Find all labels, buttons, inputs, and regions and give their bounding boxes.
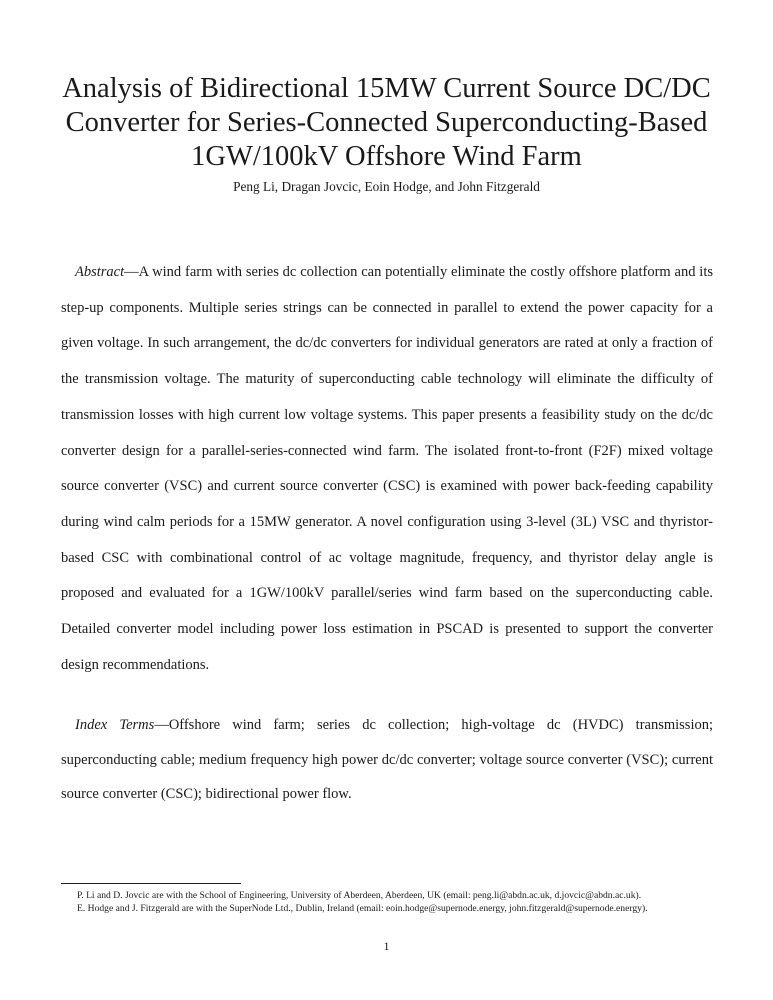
footnotes bbox=[61, 890, 721, 915]
index-terms-text: Offshore wind farm; series dc collection; high-voltage dc (HVDC) transmission; superconducting cable; medium frequency high power dc/dc converter; voltage source converter (VSC); current source converter (CSC); bidirectional power flow. bbox=[61, 717, 713, 802]
title-line-2: Converter for Series-Connected Superconducting-Based bbox=[65, 107, 708, 138]
title-line-3: 1GW/100kV Offshore Wind Farm bbox=[191, 141, 582, 172]
title-line-1: Analysis of Bidirectional 15MW Current Source DC/DC bbox=[62, 73, 711, 104]
abstract-label: Abstract bbox=[75, 264, 125, 280]
footnote-affiliation-2: E. Hodge and J. Fitzgerald are with the SuperNode Ltd., Dublin, Ireland (email: eoin.hodge@supernode.energy, john.fitzgerald@supernode.energy). bbox=[77, 902, 648, 914]
footnote-affiliation-1: P. Li and D. Jovcic are with the School of Engineering, University of Aberdeen, Aberdeen, UK (email: peng.li@abdn.ac.uk, d.jovcic@abdn.ac.uk). bbox=[77, 890, 642, 901]
index-terms-label: Index Terms bbox=[75, 717, 155, 733]
index-terms bbox=[61, 708, 713, 812]
page-number: 1 bbox=[383, 939, 390, 953]
author-list: Peng Li, Dragan Jovcic, Eoin Hodge, and John Fitzgerald bbox=[233, 179, 540, 194]
index-terms-dash: — bbox=[154, 717, 169, 733]
footnote-divider bbox=[61, 883, 241, 884]
abstract-dash: — bbox=[124, 264, 139, 280]
paper-title bbox=[40, 72, 733, 174]
abstract-text: A wind farm with series dc collection can potentially eliminate the costly offshore platform and its step-up components. Multiple series strings can be connected in parallel to extend the power capacity for a given voltage. In such arrangement, the dc/dc converters for individual generators are rated at only a fraction of the transmission voltage. The maturity of superconducting cable technology will eliminate the difficulty of transmission losses with high current low voltage systems. This paper presents a feasibility study on the dc/dc converter design for a parallel-series-connected wind farm. The isolated front-to-front (F2F) mixed voltage source converter (VSC) and current source converter (CSC) is examined with power back-feeding capability during wind calm periods for a 15MW generator. A novel configuration using 3-level (3L) VSC and thyristor-based CSC with combinational control of ac voltage magnitude, frequency, and thyristor delay angle is proposed and evaluated for a 1GW/100kV parallel/series wind farm based on the superconducting cable. Detailed converter model including power loss estimation in PSCAD is presented to support the converter design recommendations. bbox=[61, 264, 713, 673]
abstract bbox=[61, 255, 713, 683]
